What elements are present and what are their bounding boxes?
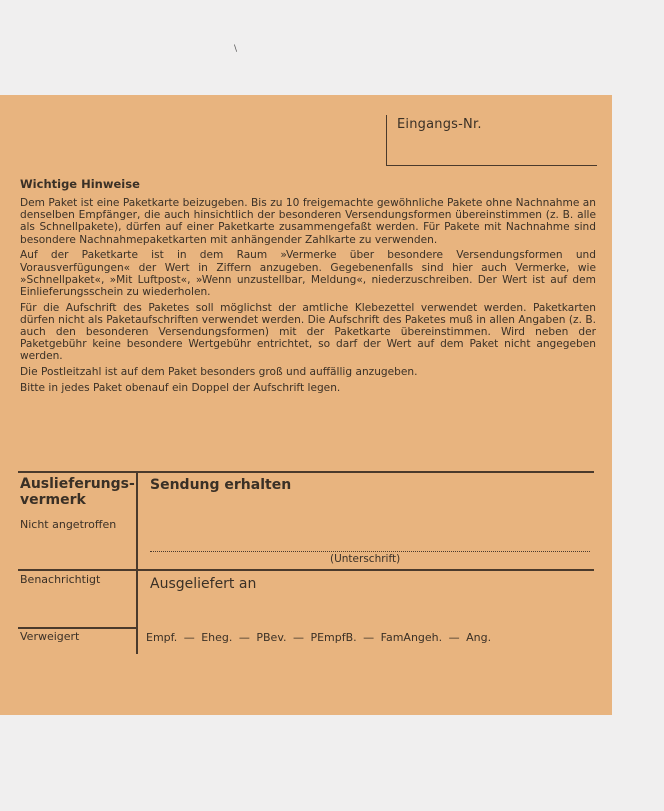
eingangs-nr-box	[386, 115, 597, 166]
hinweis-paragraph: Bitte in jedes Paket obenauf ein Doppel der Aufschrift legen.	[20, 381, 341, 394]
scan-mark: \	[234, 44, 238, 54]
hinweis-paragraph: Dem Paket ist eine Paketkarte beizugeben. Bis zu 10 freigemachte gewöhnliche Pakete ohne Nachnahme an denselben Empfänger, die auch hinsichtlich der besonderen Versendungsformen übereinstimmen (z. B. alle als Schnellpakete), dürfen auf einer Paketkarte zusammengefaßt werden. Für Pakete mit Nachnahme sind besondere Nachnahmepaketkarten mit anhängender Zahlkarte zu verwenden.	[20, 197, 596, 246]
column-divider	[136, 472, 138, 654]
hinweise-text	[20, 197, 596, 398]
signature-line	[150, 551, 590, 552]
eingangs-nr-label: Eingangs-Nr.	[397, 117, 482, 132]
hinweise-title: Wichtige Hinweise	[20, 177, 140, 191]
benachrichtigt-label: Benachrichtigt	[20, 573, 101, 586]
sendung-bottom-line	[18, 569, 594, 571]
sendung-erhalten-label: Sendung erhalten	[150, 477, 292, 493]
hinweis-paragraph: Die Postleitzahl ist auf dem Paket besonders groß und auffällig anzugeben.	[20, 366, 418, 379]
unterschrift-label: (Unterschrift)	[330, 553, 401, 565]
paketkarte-back	[0, 95, 612, 715]
verweigert-label: Verweigert	[20, 630, 80, 643]
hinweis-paragraph: Für die Aufschrift des Paketes soll möglichst der amtliche Klebezettel verwendet werden. Paketkarten dürfen nicht als Paketaufschriften verwendet werden. Die Aufschrift des Paketes muß in allen Angaben (z. B. auch den besonderen Versendungsformen) mit der Paketkarte übereinstimmen. Wird neben der Paketgebühr keine besondere Wertgebühr entrichtet, so darf der Wert auf dem Paket nicht angegeben werden.	[20, 301, 596, 363]
nicht-angetroffen-label: Nicht angetroffen	[20, 518, 117, 531]
hinweis-paragraph: Auf der Paketkarte ist in dem Raum »Vermerke über besondere Versendungsformen und Vorausverfügungen« der Wert in Ziffern anzugeben. Gegebenenfalls sind hier auch Vermerke, wie »Schnellpaket«, »Mit Luftpost«, »Wenn unzustellbar, Meldung«, niederzuschreiben. Der Wert ist auf dem Einlieferungsschein zu wiederholen.	[20, 249, 596, 298]
auslieferungsvermerk-label: Auslieferungs-vermerk	[20, 476, 135, 508]
benachrichtigt-bottom-line	[18, 627, 136, 629]
table-top-line	[18, 471, 594, 473]
recipient-options: Empf. — Eheg. — PBev. — PEmpfB. — FamAngeh. — Ang.	[146, 631, 492, 644]
ausgeliefert-an-label: Ausgeliefert an	[150, 576, 257, 592]
